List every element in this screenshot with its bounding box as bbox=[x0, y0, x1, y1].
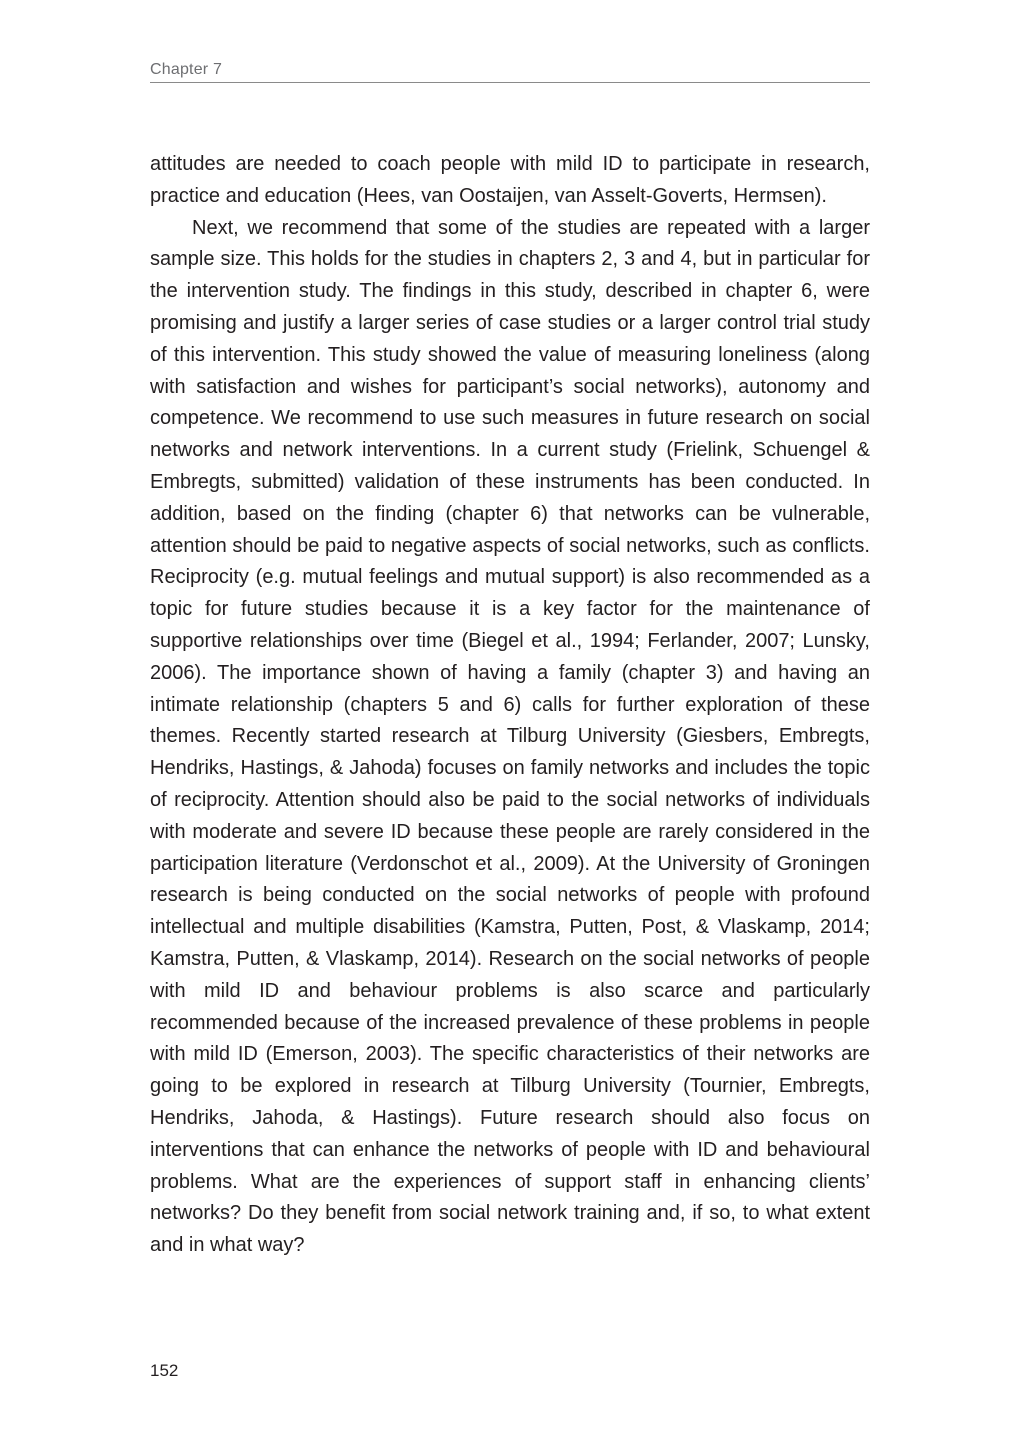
paragraph-recommendations: Next, we recommend that some of the studies are repeated with a larger sample size. This holds for the studies in chapters 2, 3 and 4, but in particular for the intervention study. The findings in this study, described in chapter 6, were promising and justify a larger series of case studies or a larger control trial study of this intervention. This study showed the value of measuring loneliness (along with satisfaction and wishes for participant’s social networks), autonomy and competence. We recommend to use such measures in future research on social networks and network interventions. In a current study (Frielink, Schuengel & Embregts, submitted) validation of these instruments has been conducted. In addition, based on the finding (chapter 6) that networks can be vulnerable, attention should be paid to negative aspects of social networks, such as conflicts. Reciprocity (e.g. mutual feelings and mutual support) is also recommended as a topic for future studies because it is a key factor for the maintenance of supportive relationships over time (Biegel et al., 1994; Ferlander, 2007; Lunsky, 2006). The importance shown of having a family (chapter 3) and having an intimate relationship (chapters 5 and 6) calls for further exploration of these themes. Recently started research at Tilburg University (Giesbers, Embregts, Hendriks, Hastings, & Jahoda) focuses on family networks and includes the topic of reciprocity. Attention should also be paid to the social networks of individuals with moderate and severe ID because these people are rarely considered in the participation literature (Verdonschot et al., 2009). At the University of Groningen research is being conducted on the social networks of people with profound intellectual and multiple disabilities (Kamstra, Putten, Post, & Vlaskamp, 2014; Kamstra, Putten, & Vlaskamp, 2014). Research on the social networks of people with mild ID and behaviour problems is also scarce and particularly recommended because of the increased prevalence of these problems in people with mild ID (Emerson, 2003). The specific characteristics of their networks are going to be explored in research at Tilburg University (Tournier, Embregts, Hendriks, Jahoda, & Hastings). Future research should also focus on interventions that can enhance the networks of people with ID and behavioural problems. What are the experiences of support staff in enhancing clients’ networks? Do they benefit from social network training and, if so, to what extent and in what way? bbox=[150, 216, 870, 1257]
body-text bbox=[150, 149, 870, 1262]
chapter-title: Chapter 7 bbox=[150, 61, 223, 78]
paragraph-continuation: attitudes are needed to coach people with mild ID to participate in research, practice and education (Hees, van Oostaijen, van Asselt-Goverts, Hermsen). bbox=[150, 153, 870, 207]
page-number: 152 bbox=[150, 1361, 179, 1380]
running-header bbox=[150, 60, 870, 83]
